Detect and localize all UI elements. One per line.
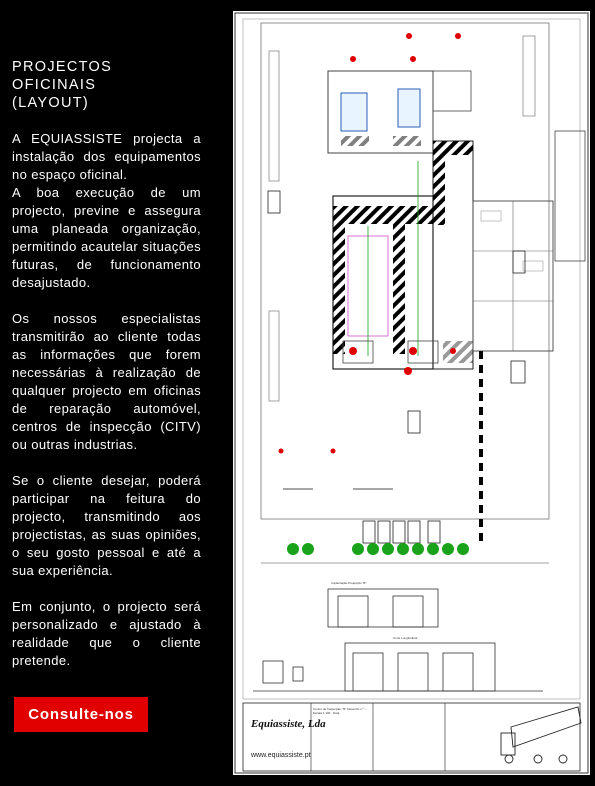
- floor-plan-svg: [233, 11, 590, 775]
- specialists-paragraph: Os nossos especialistas transmitirão ao cliente todas as informações que forem necessárias à realização de qualquer projecto em oficinas de reparação automóvel, centros de inspecção (CITV) ou outras industrias.: [12, 311, 201, 452]
- intro-paragraph: A EQUIASSISTE projecta a instalação dos equipamentos no espaço oficinal. A boa execução de um projecto, previne e assegura uma planeada organização, permitindo acautelar situações futuras, de funcionamento desajustado.: [12, 131, 201, 290]
- conclusion-paragraph: Em conjunto, o projecto será personalizado e ajustado à realidade que o cliente pretende.: [12, 599, 201, 668]
- layout-plan-drawing: [233, 11, 590, 775]
- page-title: PROJECTOS OFICINAIS (LAYOUT): [12, 59, 113, 111]
- red-markers: [279, 33, 462, 454]
- title-block-text: Centro de Inspecção: "B" Desenho n.º: -- · Escala 1:100 · Data: [313, 707, 370, 715]
- contact-button[interactable]: Consulte-nos: [14, 697, 148, 732]
- company-logo-text: Equiassiste, Lda: [251, 718, 326, 730]
- truck-drawing: [501, 707, 581, 763]
- elevation-views: [253, 589, 543, 691]
- website-text: www.equiassiste.pt: [251, 752, 311, 759]
- left-panel: [12, 58, 201, 688]
- trees: [287, 543, 469, 555]
- inspection-hall: [333, 141, 473, 369]
- annex-building: [555, 131, 585, 261]
- section-label-1: Implantação Projecção "B": [331, 581, 367, 585]
- section-label-2: Corte Longitudinal: [393, 636, 418, 640]
- participation-paragraph: Se o cliente desejar, poderá participar na feitura do projecto, transmitindo aos projectistas, as suas opiniões, o seu gosto pessoal e até a sua experiência.: [12, 473, 201, 578]
- office-block: [473, 201, 553, 351]
